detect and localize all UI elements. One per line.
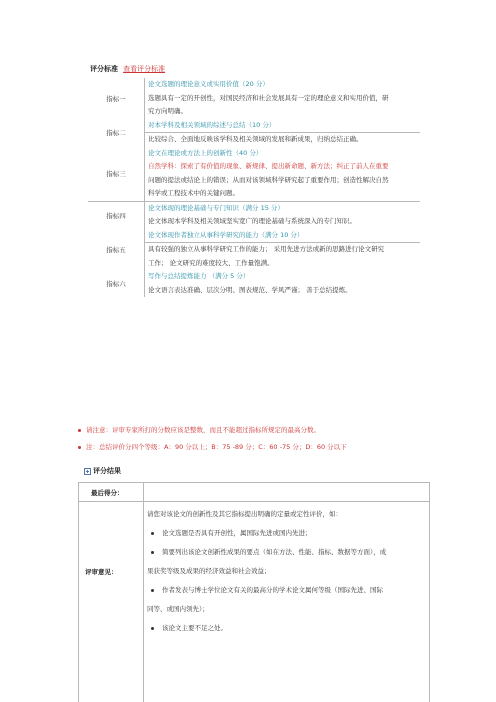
note-integer-score: 请注意：评审专家所打的分数应该是整数，而且不能超过指标所规定的最高分数。 xyxy=(78,425,320,434)
review-bullet: 作者发表与博士学位论文有关的最高分的学术论文属何等级（国际先进、国际 xyxy=(147,581,427,600)
divider xyxy=(79,501,429,502)
expand-icon[interactable] xyxy=(84,468,91,475)
divider xyxy=(143,483,144,702)
bullet-icon xyxy=(78,429,81,432)
review-bullet-continuation: 同等、或国内领先）； xyxy=(147,605,209,613)
review-bullet: 该论文主要不足之处。 xyxy=(147,619,427,638)
criteria-text: 具有较强的独立从事科学研究工作的能力； 采用先进方法或新的思路进行论文研究 xyxy=(145,242,420,257)
result-title: 评分结果 xyxy=(93,467,121,475)
criteria-row xyxy=(88,119,420,147)
review-label: 评审意见： xyxy=(85,568,118,576)
criteria-table xyxy=(88,78,420,297)
criteria-heading: 写作与总结提炼能力 （满分 5 分） xyxy=(148,272,250,280)
section-title: 评分标准 xyxy=(90,65,118,73)
indicator-label: 指标一 xyxy=(106,94,126,103)
criteria-heading: 论文在理论或方法上的创新性（40 分） xyxy=(148,148,263,157)
view-criteria-link[interactable]: 查看评分标准 xyxy=(123,65,166,73)
header xyxy=(90,64,165,74)
criteria-row xyxy=(88,201,420,229)
criteria-row xyxy=(88,229,420,271)
bullet-icon xyxy=(151,589,154,592)
criteria-heading: 对本学科及相关领域的综述与总结（10 分） xyxy=(148,120,276,129)
criteria-text: 论文体现本学科及相关领域坚实宽广的理论基础与系统深入的专门知识。 xyxy=(148,217,356,225)
criteria-heading: 论文体现的理论基础与专门知识（满分 15 分） xyxy=(148,203,284,212)
indicator-label: 指标六 xyxy=(106,280,126,288)
review-intro: 请您对该论文的创新性及其它指标提出明确的定量或定性评价，如： xyxy=(147,510,342,518)
result-table xyxy=(78,482,430,702)
review-text-area[interactable] xyxy=(147,505,427,638)
criteria-text: 究方向明确。 xyxy=(148,107,187,115)
criteria-row xyxy=(88,147,420,202)
criteria-text: 科学或工程技术中的关键问题。 xyxy=(148,189,239,197)
criteria-heading: 论文体现作者独立从事科学研究的能力（满分 10 分） xyxy=(148,230,304,239)
bullet-icon xyxy=(151,551,154,554)
indicator-label: 指标四 xyxy=(88,201,145,229)
review-bullet: 简要列出该论文创新性成果的要点（如在方法、性能、指标、数据等方面），成 xyxy=(147,543,427,562)
criteria-row xyxy=(88,270,420,297)
indicator-label: 指标五 xyxy=(106,245,126,254)
criteria-text: 选题具有一定的开创性，对国民经济和社会发展具有一定的理论意义和实用价值，研 xyxy=(148,93,389,102)
bullet-icon xyxy=(151,532,154,535)
review-bullet: 论文选题是否具有开创性，属国际先进或国内先进； xyxy=(147,524,427,543)
criteria-text: 工作； 论文研究的难度较大、工作量饱满。 xyxy=(148,258,274,267)
bullet-icon xyxy=(78,446,81,449)
note-grade-levels: 注：总结评价分四个等级：A：90 分以上；B：75 -89 分；C：60 -75 分；D：60 分以下 xyxy=(78,442,347,451)
criteria-row xyxy=(88,78,420,119)
criteria-heading: 论文选题的理论意义或实用价值（20 分） xyxy=(148,80,269,88)
criteria-text: 问题的提法或结论上的错误；从而对该领域科学研究起了重要作用；创造性解决自然 xyxy=(148,175,389,184)
criteria-text: 比较综合、全面地反映该学科及相关领域的发展和新成果，归纳总结正确。 xyxy=(145,132,420,147)
review-bullet-continuation: 果获奖等级及成果的经济效益和社会效益； xyxy=(147,567,271,575)
indicator-label: 指标二 xyxy=(106,129,126,137)
final-score-label: 最后得分： xyxy=(91,489,124,497)
criteria-text: 自然学科：探索了有价值的现象、新规律、提出新命题、新方法；纠正了前人在重要 xyxy=(148,162,389,170)
result-header[interactable] xyxy=(84,466,121,476)
bullet-icon xyxy=(151,627,154,630)
indicator-label: 指标三 xyxy=(106,170,126,178)
criteria-text: 论文语言表达准确、层次分明、图表规范、学风严谨； 善于总结提炼。 xyxy=(148,285,352,294)
